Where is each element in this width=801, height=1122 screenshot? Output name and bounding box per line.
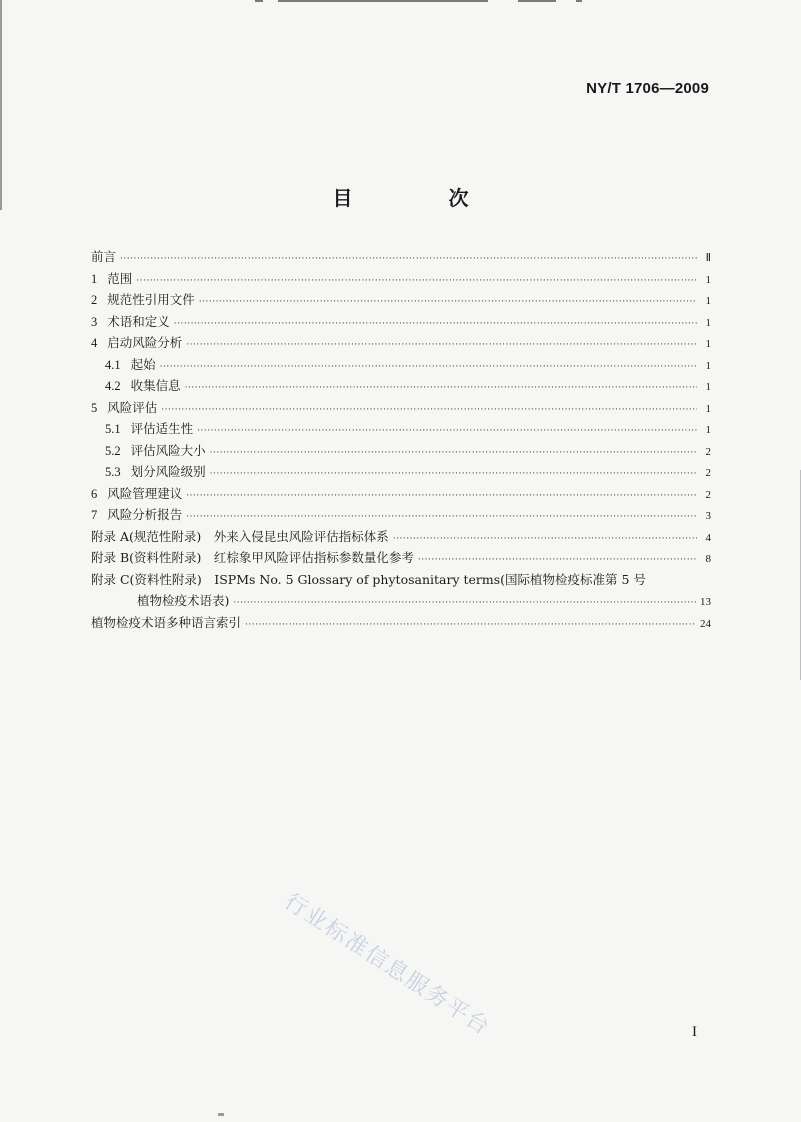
scan-artifact-line xyxy=(278,0,488,2)
toc-entry-title: 风险分析报告 xyxy=(107,507,183,522)
toc-entry-number: 4 xyxy=(91,336,98,350)
toc-leader-dots xyxy=(186,335,697,357)
toc-entry-number: 3 xyxy=(91,314,98,329)
toc-entry-index[interactable] xyxy=(91,612,711,634)
toc-leader-dots xyxy=(161,400,697,422)
toc-entry-number: 1 xyxy=(91,271,98,286)
toc-leader-dots xyxy=(186,486,697,508)
toc-entry-title: 起始 xyxy=(130,356,156,372)
toc-entry-page: 3 xyxy=(705,510,711,522)
toc-entry-4-1[interactable] xyxy=(91,354,711,376)
toc-entry-page: 1 xyxy=(705,402,711,415)
toc-entry-page: 2 xyxy=(705,467,711,479)
toc-entry-1[interactable] xyxy=(91,268,711,290)
toc-entry-title: 评估适生性 xyxy=(130,421,194,436)
toc-entry-page: 24 xyxy=(700,617,711,630)
toc-entry-text xyxy=(91,268,132,291)
toc-entry-text xyxy=(105,354,156,377)
toc-entry-title: 风险评估 xyxy=(107,399,158,415)
toc-entry-annex-a[interactable] xyxy=(91,526,711,548)
toc-entry-text xyxy=(91,332,182,355)
toc-entry-number: 7 xyxy=(91,508,98,522)
toc-leader-dots xyxy=(160,357,697,379)
toc-entry-text: 前言 xyxy=(91,249,117,264)
toc-entry-page: 1 xyxy=(705,273,711,286)
toc-leader-dots xyxy=(136,271,697,293)
scan-edge-left xyxy=(0,0,2,210)
scan-artifact-speck xyxy=(218,1113,224,1116)
watermark: 行业标准信息服务平台 xyxy=(279,889,495,1041)
toc-entry-text xyxy=(105,440,206,463)
toc-entry-foreword[interactable] xyxy=(91,246,711,268)
toc-entry-number: 5.3 xyxy=(105,465,121,479)
toc-leader-dots xyxy=(245,615,696,637)
toc-entry-text xyxy=(91,483,182,506)
toc-leader-dots xyxy=(233,593,696,615)
toc-leader-dots xyxy=(174,314,697,336)
toc-entry-number: 4.1 xyxy=(105,357,121,372)
toc-entry-title: 划分风险级别 xyxy=(130,464,206,479)
table-of-contents xyxy=(91,246,711,633)
scan-artifact-line xyxy=(576,0,582,2)
toc-entry-text: 附录 B(资料性附录) 红棕象甲风险评估指标参数量化参考 xyxy=(91,550,414,565)
toc-entry-text xyxy=(91,311,170,334)
toc-leader-dots xyxy=(210,464,697,486)
toc-entry-page: 1 xyxy=(705,359,711,372)
toc-entry-title: 评估风险大小 xyxy=(130,442,206,458)
toc-entry-5-2[interactable] xyxy=(91,440,711,462)
toc-entry-3[interactable] xyxy=(91,311,711,333)
toc-entry-4[interactable] xyxy=(91,332,711,354)
toc-entry-page: 1 xyxy=(705,316,711,329)
toc-entry-4-2[interactable] xyxy=(91,375,711,397)
toc-entry-title: 规范性引用文件 xyxy=(107,292,195,307)
toc-entry-page: 13 xyxy=(700,596,711,608)
toc-entry-title: 收集信息 xyxy=(130,378,181,393)
toc-leader-dots xyxy=(120,249,697,271)
toc-entry-5-3[interactable] xyxy=(91,461,711,483)
toc-entry-page: 4 xyxy=(705,531,711,544)
toc-leader-dots xyxy=(199,292,697,314)
toc-entry-number: 5.2 xyxy=(105,443,121,458)
toc-leader-dots xyxy=(197,421,697,443)
toc-entry-annex-c[interactable] xyxy=(91,569,711,591)
toc-entry-5[interactable] xyxy=(91,397,711,419)
toc-entry-6[interactable] xyxy=(91,483,711,505)
toc-entry-number: 5.1 xyxy=(105,422,121,436)
toc-entry-title: 术语和定义 xyxy=(107,313,170,329)
toc-leader-dots xyxy=(185,378,697,400)
toc-entry-number: 5 xyxy=(91,400,98,415)
toc-entry-5-1[interactable] xyxy=(91,418,711,440)
toc-entry-7[interactable] xyxy=(91,504,711,526)
toc-entry-text xyxy=(91,504,182,527)
page-number: I xyxy=(692,1024,697,1040)
toc-leader-dots xyxy=(210,443,697,465)
toc-entry-text xyxy=(91,397,157,420)
toc-entry-2[interactable] xyxy=(91,289,711,311)
toc-entry-text: 附录 A(规范性附录) 外来入侵昆虫风险评估指标体系 xyxy=(91,528,389,544)
toc-entry-page: 1 xyxy=(705,381,711,393)
toc-entry-page: 2 xyxy=(705,488,711,501)
toc-entry-text xyxy=(105,461,206,484)
toc-entry-page: 2 xyxy=(705,445,711,458)
toc-entry-text xyxy=(91,289,195,312)
toc-entry-page: 1 xyxy=(705,424,711,436)
toc-entry-title: 风险管理建议 xyxy=(107,485,183,501)
toc-entry-number: 6 xyxy=(91,486,98,501)
toc-entry-text xyxy=(105,418,193,441)
scan-artifact-line xyxy=(255,0,263,2)
toc-entry-text xyxy=(105,375,181,398)
toc-entry-annex-b[interactable] xyxy=(91,547,711,569)
toc-entry-text: 植物检疫术语多种语言索引 xyxy=(91,614,242,630)
toc-entry-page: Ⅱ xyxy=(705,252,711,264)
standard-number: NY/T 1706—2009 xyxy=(586,80,709,97)
toc-entry-text: 附录 C(资料性附录) ISPMs No. 5 Glossary of phytosanitary terms(国际植物检疫标准第 5 号 xyxy=(91,571,646,587)
toc-entry-annex-c-continued[interactable] xyxy=(91,590,711,612)
toc-entry-text: 植物检疫术语表) xyxy=(137,593,230,608)
toc-entry-page: 1 xyxy=(705,338,711,350)
toc-entry-number: 2 xyxy=(91,293,98,307)
toc-entry-title: 范围 xyxy=(107,270,133,286)
toc-entry-title: 启动风险分析 xyxy=(107,335,183,350)
toc-entry-number: 4.2 xyxy=(105,379,121,393)
toc-entry-page: 8 xyxy=(705,553,711,565)
toc-entry-page: 1 xyxy=(705,295,711,307)
toc-title: 目 次 xyxy=(332,186,507,210)
scan-artifact-line xyxy=(518,0,556,2)
toc-leader-dots xyxy=(393,529,697,551)
